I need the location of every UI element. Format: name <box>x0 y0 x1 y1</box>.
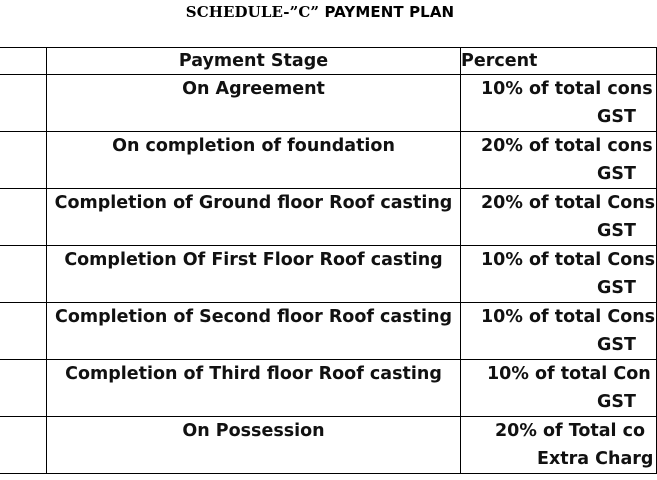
percentage-cell <box>461 189 657 246</box>
serial-cell <box>0 189 47 246</box>
header-payment-stage: Payment Stage <box>47 48 461 75</box>
percentage-subtext: GST <box>597 278 636 298</box>
table-row <box>0 303 657 360</box>
percentage-cell <box>461 246 657 303</box>
percentage-subtext: Extra Charg <box>537 449 654 469</box>
title-payment-plan: PAYMENT PLAN <box>319 3 455 21</box>
percentage-text: 20% of total Cons <box>481 193 656 213</box>
percentage-text: 10% of total Con <box>487 364 651 384</box>
header-serial-no <box>0 48 47 75</box>
table-row <box>0 75 657 132</box>
serial-cell <box>0 417 47 474</box>
table-row <box>0 360 657 417</box>
percentage-text: 10% of total cons <box>481 79 653 99</box>
percentage-cell <box>461 132 657 189</box>
stage-cell: Completion Of First Floor Roof casting <box>47 246 461 303</box>
serial-cell <box>0 132 47 189</box>
stage-cell: On Agreement <box>47 75 461 132</box>
header-percentage: Percent <box>461 48 657 75</box>
payment-plan-table <box>0 47 657 474</box>
percentage-text: 10% of total Cons <box>481 250 656 270</box>
serial-cell <box>0 246 47 303</box>
stage-cell: Completion of Second floor Roof casting <box>47 303 461 360</box>
stage-cell: On completion of foundation <box>47 132 461 189</box>
percentage-text: 20% of total cons <box>481 136 653 156</box>
percentage-subtext: GST <box>597 392 636 412</box>
percentage-subtext: GST <box>597 107 636 127</box>
serial-cell <box>0 75 47 132</box>
table-header-row <box>0 48 657 75</box>
percentage-cell <box>461 360 657 417</box>
percentage-cell <box>461 303 657 360</box>
percentage-text: 20% of Total co <box>495 421 646 441</box>
document-title <box>0 0 640 28</box>
title-schedule: SCHEDULE-”C” <box>185 3 320 21</box>
percentage-subtext: GST <box>597 221 636 241</box>
table-row <box>0 132 657 189</box>
stage-cell: Completion of Third floor Roof casting <box>47 360 461 417</box>
serial-cell <box>0 303 47 360</box>
table-row <box>0 189 657 246</box>
stage-cell: On Possession <box>47 417 461 474</box>
percentage-cell <box>461 417 657 474</box>
percentage-subtext: GST <box>597 335 636 355</box>
table-row <box>0 417 657 474</box>
percentage-cell <box>461 75 657 132</box>
serial-cell <box>0 360 47 417</box>
percentage-subtext: GST <box>597 164 636 184</box>
table-row <box>0 246 657 303</box>
percentage-text: 10% of total Cons <box>481 307 656 327</box>
stage-cell: Completion of Ground floor Roof casting <box>47 189 461 246</box>
